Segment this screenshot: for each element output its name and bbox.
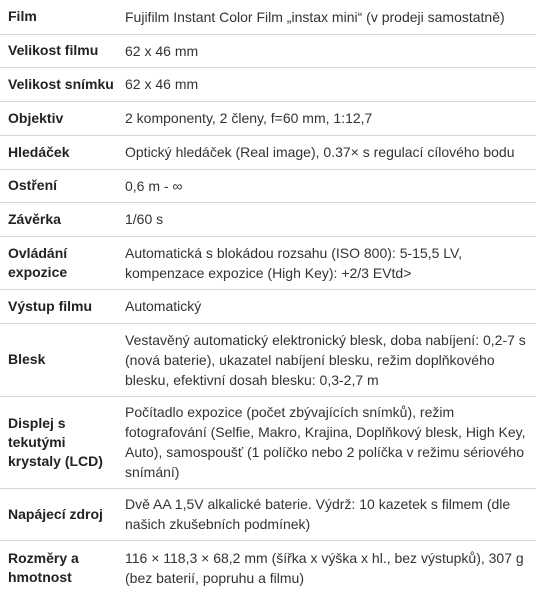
spec-label-text: Velikost filmu <box>8 42 99 58</box>
spec-value-text: Fujifilm Instant Color Film „instax mini“ (v prodeji samostatně) <box>125 8 505 25</box>
spec-value <box>118 34 536 67</box>
spec-label-text: Napájecí zdroj <box>8 505 103 522</box>
spec-label <box>0 67 118 101</box>
spec-value-text: Dvě AA 1,5V alkalické baterie. Výdrž: 10 kazetek s filmem (dle našich zkušebních podmínek) <box>125 496 511 532</box>
spec-value <box>118 396 536 488</box>
spec-row-image-size <box>0 67 536 101</box>
spec-label <box>0 236 118 289</box>
spec-label <box>0 540 118 595</box>
spec-label-text: Ostření <box>8 177 58 193</box>
spec-label-text: Závěrka <box>8 210 61 227</box>
spec-value <box>118 0 536 34</box>
spec-value <box>118 540 536 595</box>
spec-row-viewfinder <box>0 135 536 169</box>
spec-value-text: 116 × 118,3 × 68,2 mm (šířka x výška x hl., bez výstupků), 307 g (bez baterií, popruhu a filmu) <box>125 549 524 586</box>
spec-value <box>118 488 536 540</box>
spec-row-lens <box>0 101 536 135</box>
spec-label-text: Rozměry a hmotnost <box>8 549 79 585</box>
spec-label <box>0 0 118 34</box>
spec-value-text: 1/60 s <box>125 211 164 227</box>
spec-value-text: Automatická s blokádou rozsahu (ISO 800): 5-15,5 LV, kompenzace expozice (High Key): +2/3 EVtd> <box>125 244 462 281</box>
spec-row-shutter <box>0 202 536 236</box>
spec-label <box>0 396 118 488</box>
spec-label <box>0 289 118 323</box>
spec-label <box>0 323 118 396</box>
spec-label-text: Hledáček <box>8 143 70 160</box>
spec-value-text: Optický hledáček (Real image), 0.37× s regulací cílového bodu <box>125 144 515 160</box>
spec-row-exposure-control <box>0 236 536 289</box>
spec-row-power-source <box>0 488 536 540</box>
spec-value <box>118 289 536 323</box>
spec-label-text: Blesk <box>8 351 46 367</box>
spec-value-text: Automatický <box>125 298 202 314</box>
spec-label <box>0 34 118 67</box>
spec-value-text: 2 komponenty, 2 členy, f=60 mm, 1:12,7 <box>125 110 373 126</box>
spec-value <box>118 135 536 169</box>
spec-value-text: 62 x 46 mm <box>125 76 199 92</box>
spec-label-text: Film <box>8 8 37 25</box>
spec-label-text: Objektiv <box>8 109 64 126</box>
spec-label-text: Výstup filmu <box>8 297 93 314</box>
spec-row-focus <box>0 169 536 202</box>
spec-value-text: 62 x 46 mm <box>125 42 199 59</box>
spec-row-film-size <box>0 34 536 67</box>
spec-row-lcd <box>0 396 536 488</box>
spec-label <box>0 101 118 135</box>
spec-value <box>118 169 536 202</box>
spec-value <box>118 236 536 289</box>
spec-value-text: Vestavěný automatický elektronický blesk, doba nabíjení: 0,2-7 s (nová baterie), ukazatel nabíjení blesku, režim doplňkového blesku, efektivní dosah blesku: 0,3-2,7 m <box>125 331 526 388</box>
spec-value <box>118 67 536 101</box>
spec-value <box>118 202 536 236</box>
spec-label <box>0 202 118 236</box>
spec-value <box>118 323 536 396</box>
spec-label-text: Velikost snímku <box>8 75 114 92</box>
spec-label-text: Displej s tekutými krystaly (LCD) <box>8 414 103 469</box>
spec-label-text: Ovládání expozice <box>8 244 68 280</box>
spec-value-text: Počítadlo expozice (počet zbývajících snímků), režim fotografování (Selfie, Makro, Krajina, Doplňkový blesk, High Key, Auto), samospoušť (1 políčko nebo 2 políčka v režimu sériového snímání) <box>125 404 526 480</box>
spec-value-text: 0,6 m - ∞ <box>125 177 183 194</box>
spec-row-film <box>0 0 536 34</box>
spec-row-flash <box>0 323 536 396</box>
spec-label <box>0 169 118 202</box>
spec-label <box>0 488 118 540</box>
spec-value <box>118 101 536 135</box>
spec-row-film-output <box>0 289 536 323</box>
spec-label <box>0 135 118 169</box>
spec-row-dimensions-weight <box>0 540 536 595</box>
